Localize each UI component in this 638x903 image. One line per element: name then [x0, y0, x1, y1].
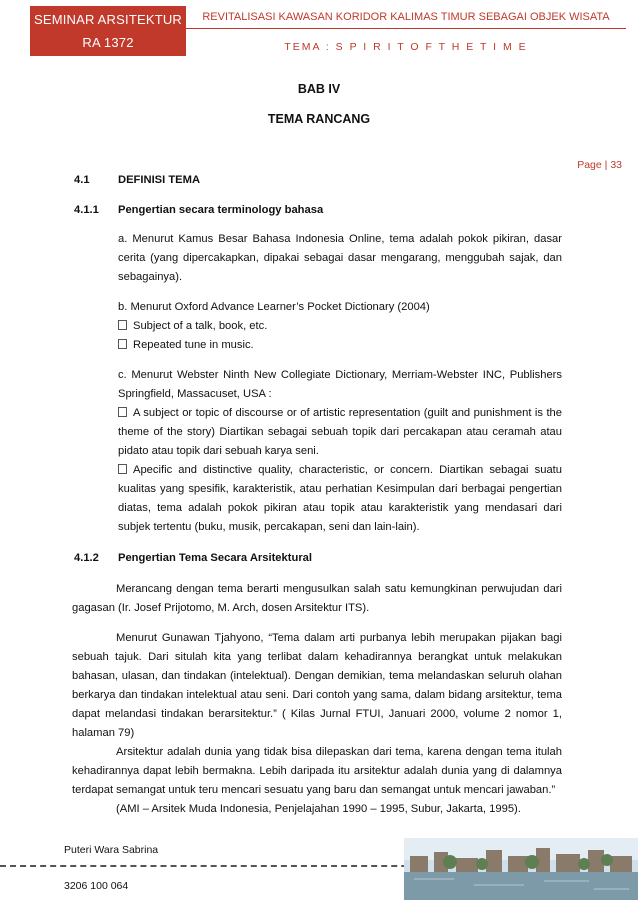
- badge-line-1: SEMINAR ARSITEKTUR: [33, 12, 183, 27]
- chapter-title: TEMA RANCANG: [267, 112, 371, 126]
- page-value: 33: [610, 159, 622, 171]
- definition-a: a. Menurut Kamus Besar Bahasa Indonesia Online, tema adalah pokok pikiran, dasar cerita (yang dipercakapkan, dipakai sebagai dasar mengarang, menggubah sajak, dan sebagainya).: [118, 233, 562, 283]
- body-paragraph: Menurut Gunawan Tjahyono, “Tema dalam arti purbanya lebih merupakan pijakan bagi sebuah tajuk. Dari situlah kita yang terlibat dalam kehadirannya berangkat untuk melakukan bahasan, ulasan, dan tindakan (intelektual). Dengan demikian, tema melandaskan seluruh olahan berkarya dan tindakan intelektual atau seni. Dari contoh yang sama, dalam bidang arsitektur, tema dapat melandasi tindakan berarsitektur.” ( Kilas Jurnal FTUI, Januari 2000, volume 2 nomor 1, halaman 79): [72, 632, 562, 739]
- definition-c-intro: c. Menurut Webster Ninth New Collegiate Dictionary, Merriam-Webster INC, Publishers Springfield, Massacuset, USA :: [118, 369, 562, 400]
- section-title: DEFINISI TEMA: [118, 174, 201, 186]
- student-id: 3206 100 064: [64, 880, 129, 892]
- section-number: 4.1.2: [74, 552, 99, 564]
- author-name: Puteri Wara Sabrina: [64, 844, 159, 856]
- section-title: Pengertian Tema Secara Arsitektural: [118, 552, 312, 564]
- bullet-text: Apecific and distinctive quality, characteristic, or concern. Diartikan sebagai suatu kualitas yang spesifik, karakteristik, atau perhatian Kesimpulan dari berbagai pengertian diatas, tema adalah pokok pikiran atau topik atau karakteristik yang mendasari dari subjek tertentu (buku, musik, percakapan, seni dan lain-lain).: [118, 464, 562, 533]
- definition-c-item: [118, 404, 562, 461]
- page-separator: |: [604, 159, 608, 171]
- section-title: Pengertian secara terminology bahasa: [118, 204, 324, 216]
- section-4-1-2-heading: [74, 549, 562, 568]
- bullet-text: A subject or topic of discourse or of artistic representation (guilt and punishment is the theme of the story) Diartikan sebagai sebuah topik dari percakapan atau ceramah atau pidato atau topik dari sebuah karya seni.: [118, 407, 562, 457]
- bullet-text: Repeated tune in music.: [133, 339, 254, 351]
- definition-b-item: [118, 317, 562, 336]
- badge-line-2: RA 1372: [82, 35, 134, 50]
- section-4-1-1-heading: [74, 201, 562, 220]
- document-title: REVITALISASI KAWASAN KORIDOR KALIMAS TIMUR SEBAGAI OBJEK WISATA: [202, 11, 610, 23]
- body-paragraph: Arsitektur adalah dunia yang tidak bisa dilepaskan dari tema, karena dengan tema itulah kehadirannya dapat lebih bermakna. Lebih daripada itu arsitektur adalah dunia yang di dalamnya terdapat semangat untuk teru mencari sesuatu yang baru dan semangat untuk mencari jawaban.”: [72, 746, 562, 796]
- bullet-box-icon: [118, 339, 127, 349]
- page-number: [577, 159, 622, 171]
- document-body: [74, 171, 562, 819]
- bullet-box-icon: [118, 320, 127, 330]
- definition-b-intro: b. Menurut Oxford Advance Learner’s Pocket Dictionary (2004): [118, 301, 430, 313]
- page-label: Page: [577, 159, 602, 171]
- definition-b-item: [118, 336, 562, 355]
- citation: (AMI – Arsitek Muda Indonesia, Penjelajahan 1990 – 1995, Subur, Jakarta, 1995).: [116, 803, 521, 815]
- definition-c-item: [118, 461, 562, 537]
- header-right: [186, 6, 626, 56]
- course-badge: [30, 6, 186, 56]
- section-4-1-heading: [74, 171, 562, 190]
- body-paragraph: Merancang dengan tema berarti mengusulkan salah satu kemungkinan perwujudan dari gagasan (Ir. Josef Prijotomo, M. Arch, dosen Arsitektur ITS).: [72, 583, 562, 614]
- theme-label: TEMA : S P I R I T O F T H E T I M E: [284, 41, 528, 53]
- bullet-text: Subject of a talk, book, etc.: [133, 320, 268, 332]
- bullet-box-icon: [118, 407, 127, 417]
- chapter-number: BAB IV: [297, 82, 341, 96]
- section-number: 4.1: [74, 174, 90, 186]
- bullet-box-icon: [118, 464, 127, 474]
- section-number: 4.1.1: [74, 204, 99, 216]
- riverside-photo: [404, 838, 638, 900]
